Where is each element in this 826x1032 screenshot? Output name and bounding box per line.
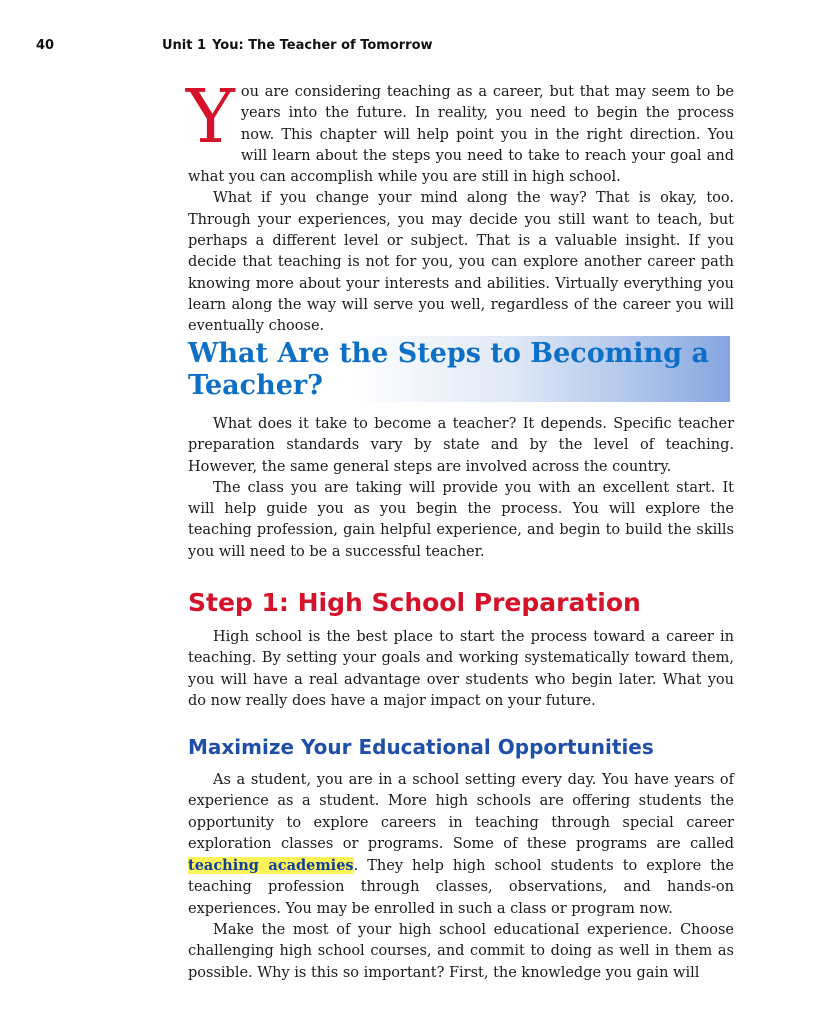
step1-section [188, 627, 734, 712]
running-head [162, 38, 433, 53]
opportunities-section [188, 770, 734, 984]
page-number: 40 [36, 38, 55, 53]
intro-paragraph-2: What if you change your mind along the way? That is okay, too. Through your experiences, you may decide you still want to teach, but perhaps a different level or subject. That is a valuable insight. If you decide that teaching is not for you, you can explore another career path knowing more about your interests and abilities. Virtually everything you learn along the way will serve you well, regardless of the career you will eventually choose. [188, 190, 734, 335]
subsection-heading-opportunities: Maximize Your Educational Opportunities [188, 735, 654, 759]
unit-label: Unit 1 [162, 38, 207, 53]
opportunities-text-b: . They help high school students to explore the teaching profession through classes, observations, and hands-on experiences. You may be enrolled in such a class or program now. [188, 858, 734, 917]
opportunities-paragraph-2: Make the most of your high school educational experience. Choose challenging high school courses, and commit to doing as well in them as possible. Why is this so important? First, the knowledge you gain will [188, 922, 734, 981]
steps-section [188, 414, 734, 563]
opportunities-text-a: As a student, you are in a school setting every day. You have years of experience as a student. More high schools are offering students the opportunity to explore careers in teaching through special career exploration classes or programs. Some of these programs are called [188, 772, 734, 852]
step1-heading: Step 1: High School Preparation [188, 588, 641, 617]
page-header [0, 38, 826, 58]
intro-paragraph-1 [186, 74, 734, 188]
unit-title: You: The Teacher of Tomorrow [212, 38, 433, 53]
intro-paragraph-1-text: ou are considering teaching as a career, but that may seem to be years into the future. In reality, you need to begin the process now. This chapter will help point you in the right direction. You will learn about the steps you need to take to reach your goal and what you can accomplish while you are still in high school. [188, 84, 734, 186]
intro-section [186, 74, 734, 338]
step1-paragraph-1: High school is the best place to start the process toward a career in teaching. By setting your goals and working systematically toward them, you will have a real advantage over students who begin later. What you do now really does have a major impact on your future. [188, 629, 734, 709]
steps-paragraph-2: The class you are taking will provide you with an excellent start. It will help guide you as you begin the process. You will explore the teaching profession, gain helpful experience, and begin to build the skills you will need to be a successful teacher. [188, 479, 734, 560]
drop-cap: Y [186, 74, 235, 160]
glossary-term-teaching-academies[interactable]: teaching academies [188, 857, 354, 875]
steps-paragraph-1: What does it take to become a teacher? It depends. Specific teacher preparation standards vary by state and by the level of teaching. However, the same general steps are involved across the country. [188, 416, 734, 475]
opportunities-paragraph-1 [188, 770, 734, 920]
section-heading-steps: What Are the Steps to Becoming a Teacher? [188, 338, 709, 401]
